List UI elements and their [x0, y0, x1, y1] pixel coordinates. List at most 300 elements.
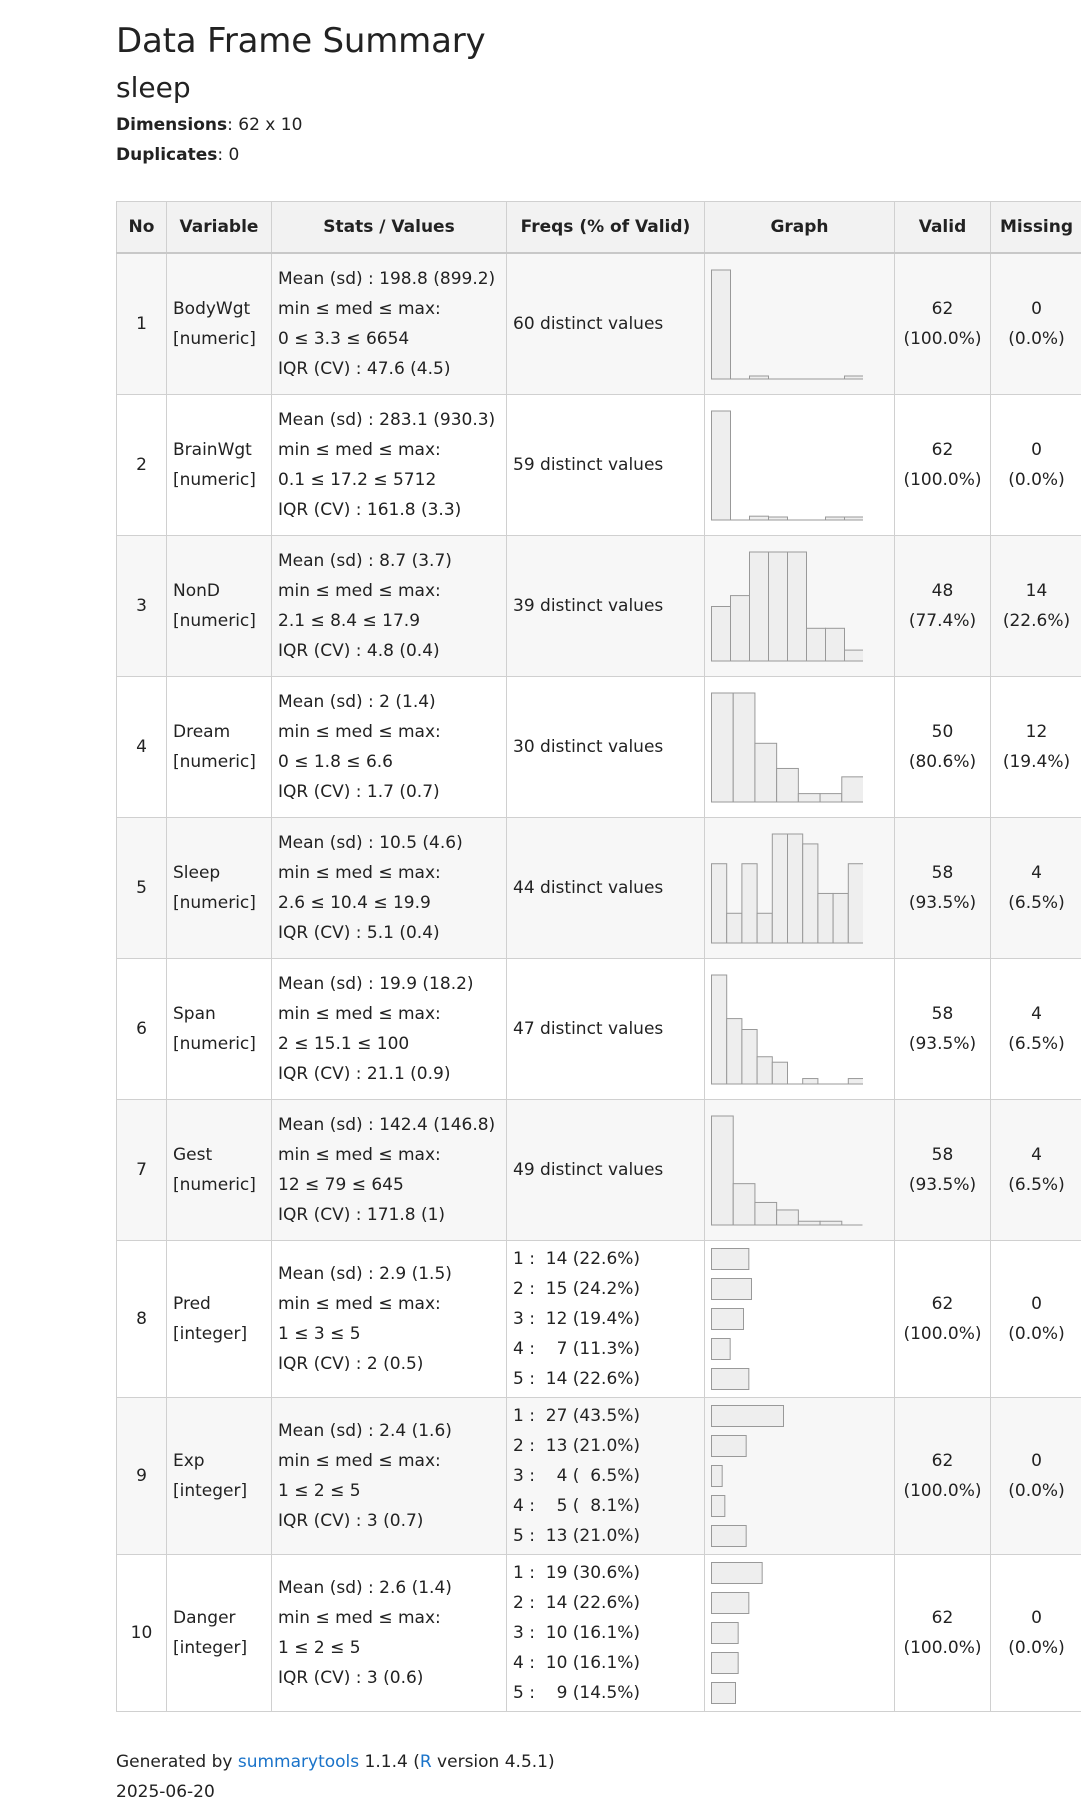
- histogram-bar: [777, 1209, 799, 1224]
- histogram-bar: [798, 793, 820, 801]
- variable-type: [numeric]: [173, 469, 256, 490]
- variable-name: Sleep: [173, 862, 221, 883]
- stats-cell: [272, 676, 507, 817]
- freq-bar: [712, 1495, 725, 1516]
- freq-line: 3 : 12 (19.4%): [513, 1308, 641, 1329]
- freq-line: 5 : 9 (14.5%): [513, 1682, 641, 1703]
- footer-date: 2025-06-20: [116, 1782, 215, 1802]
- missing-value: 4: [1031, 862, 1042, 883]
- freqs-cell: [507, 1397, 705, 1554]
- variable-type: [integer]: [173, 1637, 248, 1658]
- valid-cell: [895, 958, 991, 1099]
- missing-cell: [991, 676, 1081, 817]
- valid-value: (80.6%): [908, 751, 977, 772]
- variable-cell: [167, 817, 272, 958]
- freq-bar: [712, 1592, 749, 1613]
- histogram-bar: [798, 1221, 820, 1225]
- summary-table: [116, 201, 1081, 1712]
- variable-type: [numeric]: [173, 328, 256, 349]
- page-title: Data Frame Summary: [116, 21, 486, 61]
- graph-cell: [705, 535, 895, 676]
- table-row: [117, 1397, 1081, 1554]
- missing-value: 0: [1031, 1450, 1042, 1471]
- variable-name: BrainWgt: [173, 439, 252, 460]
- histogram-bar: [820, 793, 842, 801]
- valid-value: (77.4%): [908, 610, 977, 631]
- stats-line: IQR (CV) : 1.7 (0.7): [278, 781, 440, 802]
- freqs-cell: [507, 1099, 705, 1240]
- stats-cell: [272, 1397, 507, 1554]
- variable-type: [integer]: [173, 1480, 248, 1501]
- table-row: [117, 535, 1081, 676]
- footer: [116, 1747, 555, 1807]
- stats-line: IQR (CV) : 3 (0.6): [278, 1667, 424, 1688]
- histogram-bar: [788, 834, 803, 943]
- variable-cell: [167, 958, 272, 1099]
- histogram-bar: [712, 863, 727, 942]
- freq-line: 49 distinct values: [513, 1159, 664, 1180]
- valid-value: (100.0%): [903, 328, 982, 349]
- stats-cell: [272, 958, 507, 1099]
- freq-line: 60 distinct values: [513, 313, 664, 334]
- col-header-graph: Graph: [705, 202, 895, 254]
- missing-value: (0.0%): [1008, 328, 1065, 349]
- variable-cell: [167, 253, 272, 394]
- histogram-bar: [772, 1062, 787, 1084]
- histogram-bar: [755, 743, 777, 802]
- missing-value: (6.5%): [1008, 892, 1065, 913]
- row-number: 5: [117, 817, 167, 958]
- stats-line: 0 ≤ 1.8 ≤ 6.6: [278, 751, 393, 772]
- variable-name: BodyWgt: [173, 298, 251, 319]
- graph-cell: [705, 1397, 895, 1554]
- valid-cell: [895, 1240, 991, 1397]
- histogram-bar: [845, 376, 864, 379]
- row-number: 9: [117, 1397, 167, 1554]
- histogram-bar: [727, 913, 742, 943]
- freq-bar: [712, 1368, 749, 1389]
- stats-line: IQR (CV) : 161.8 (3.3): [278, 499, 462, 520]
- footer-generated-by: Generated by: [116, 1752, 238, 1772]
- freqs-cell: [507, 394, 705, 535]
- stats-cell: [272, 253, 507, 394]
- table-row: [117, 1554, 1081, 1711]
- histogram-bar: [755, 1202, 777, 1225]
- graph-cell: [705, 394, 895, 535]
- stats-line: 1 ≤ 2 ≤ 5: [278, 1480, 361, 1501]
- stats-line: IQR (CV) : 21.1 (0.9): [278, 1063, 451, 1084]
- variable-name: Span: [173, 1003, 216, 1024]
- freq-line: 4 : 5 ( 8.1%): [513, 1495, 641, 1516]
- missing-cell: [991, 1554, 1081, 1711]
- stats-line: Mean (sd) : 2.4 (1.6): [278, 1420, 452, 1441]
- variable-type: [numeric]: [173, 892, 256, 913]
- valid-value: (93.5%): [908, 1174, 977, 1195]
- freq-line: 47 distinct values: [513, 1018, 664, 1039]
- freq-line: 5 : 14 (22.6%): [513, 1368, 641, 1389]
- freq-line: 2 : 14 (22.6%): [513, 1592, 641, 1613]
- valid-value: 62: [931, 1293, 954, 1314]
- histogram: [711, 832, 863, 944]
- histogram-bar: [712, 975, 727, 1084]
- histogram: [711, 268, 863, 380]
- graph-cell: [705, 817, 895, 958]
- missing-cell: [991, 394, 1081, 535]
- stats-line: IQR (CV) : 4.8 (0.4): [278, 640, 440, 661]
- stats-line: 2.1 ≤ 8.4 ≤ 17.9: [278, 610, 421, 631]
- footer-generated-line: [116, 1747, 555, 1777]
- histogram-bar: [848, 863, 863, 942]
- stats-line: Mean (sd) : 10.5 (4.6): [278, 832, 463, 853]
- variable-cell: [167, 394, 272, 535]
- missing-value: (0.0%): [1008, 1480, 1065, 1501]
- variable-type: [numeric]: [173, 1033, 256, 1054]
- stats-line: IQR (CV) : 5.1 (0.4): [278, 922, 440, 943]
- histogram: [711, 550, 863, 662]
- table-row: [117, 253, 1081, 394]
- freq-bar: [712, 1682, 736, 1703]
- histogram-bar: [833, 893, 848, 943]
- histogram-bar: [733, 1183, 755, 1224]
- col-header-freqs: Freqs (% of Valid): [507, 202, 705, 254]
- variable-name: Gest: [173, 1144, 213, 1165]
- histogram-bar: [777, 768, 799, 802]
- freq-bar: [712, 1435, 747, 1456]
- histogram-bar: [742, 1029, 757, 1084]
- freq-bar: [712, 1562, 763, 1583]
- missing-value: 4: [1031, 1003, 1042, 1024]
- variable-cell: [167, 1554, 272, 1711]
- col-header-missing: Missing: [991, 202, 1081, 254]
- valid-value: (93.5%): [908, 1033, 977, 1054]
- stats-line: Mean (sd) : 2.6 (1.4): [278, 1577, 452, 1598]
- histogram-bar: [712, 1116, 734, 1225]
- histogram-bar: [733, 693, 755, 802]
- valid-value: 58: [931, 1144, 954, 1165]
- col-header-variable: Variable: [167, 202, 272, 254]
- dataset-name: sleep: [116, 71, 191, 104]
- missing-value: (0.0%): [1008, 1637, 1065, 1658]
- histogram-bar: [757, 1056, 772, 1083]
- histogram-bar: [772, 834, 787, 943]
- bar-chart: [711, 1244, 863, 1394]
- valid-cell: [895, 535, 991, 676]
- valid-cell: [895, 1099, 991, 1240]
- stats-line: 0.1 ≤ 17.2 ≤ 5712: [278, 469, 437, 490]
- histogram-bar: [727, 1018, 742, 1083]
- variable-type: [integer]: [173, 1323, 248, 1344]
- variable-name: Danger: [173, 1607, 236, 1628]
- histogram-bar: [712, 411, 731, 520]
- freqs-cell: [507, 535, 705, 676]
- freq-line: 4 : 10 (16.1%): [513, 1652, 641, 1673]
- stats-cell: [272, 1554, 507, 1711]
- freq-bar: [712, 1465, 723, 1486]
- stats-cell: [272, 394, 507, 535]
- stats-line: Mean (sd) : 8.7 (3.7): [278, 550, 452, 571]
- valid-value: 50: [931, 721, 954, 742]
- stats-cell: [272, 1240, 507, 1397]
- duplicates-label: Duplicates: [116, 145, 218, 165]
- stats-line: min ≤ med ≤ max:: [278, 1003, 441, 1024]
- valid-cell: [895, 253, 991, 394]
- histogram: [711, 973, 863, 1085]
- valid-value: 58: [931, 1003, 954, 1024]
- freq-bar: [712, 1405, 784, 1426]
- histogram-bar: [826, 517, 845, 520]
- missing-cell: [991, 1099, 1081, 1240]
- variable-cell: [167, 1397, 272, 1554]
- row-number: 4: [117, 676, 167, 817]
- stats-line: Mean (sd) : 142.4 (146.8): [278, 1114, 496, 1135]
- freq-line: 1 : 19 (30.6%): [513, 1562, 641, 1583]
- variable-name: Dream: [173, 721, 231, 742]
- freqs-cell: [507, 1240, 705, 1397]
- stats-line: min ≤ med ≤ max:: [278, 1144, 441, 1165]
- stats-line: min ≤ med ≤ max:: [278, 1293, 441, 1314]
- freq-bar: [712, 1652, 739, 1673]
- histogram-bar: [788, 552, 807, 661]
- stats-line: Mean (sd) : 283.1 (930.3): [278, 409, 496, 430]
- duplicates-value: : 0: [217, 145, 240, 165]
- valid-value: (100.0%): [903, 1323, 982, 1344]
- freq-bar: [712, 1338, 731, 1359]
- freq-line: 59 distinct values: [513, 454, 664, 475]
- freqs-cell: [507, 958, 705, 1099]
- histogram-bar: [731, 595, 750, 660]
- graph-cell: [705, 253, 895, 394]
- stats-line: min ≤ med ≤ max:: [278, 721, 441, 742]
- stats-cell: [272, 817, 507, 958]
- valid-cell: [895, 394, 991, 535]
- histogram-bar: [742, 863, 757, 942]
- stats-line: 1 ≤ 3 ≤ 5: [278, 1323, 361, 1344]
- histogram: [711, 409, 863, 521]
- summarytools-link[interactable]: summarytools: [237, 1752, 360, 1772]
- row-number: 3: [117, 535, 167, 676]
- histogram-bar: [818, 893, 833, 943]
- histogram: [711, 1114, 863, 1226]
- histogram-bar: [820, 1221, 842, 1225]
- stats-line: Mean (sd) : 2.9 (1.5): [278, 1263, 452, 1284]
- valid-value: 62: [931, 1607, 954, 1628]
- freqs-cell: [507, 253, 705, 394]
- freq-bar: [712, 1308, 744, 1329]
- stats-line: min ≤ med ≤ max:: [278, 1607, 441, 1628]
- table-row: [117, 1099, 1081, 1240]
- row-number: 6: [117, 958, 167, 1099]
- row-number: 8: [117, 1240, 167, 1397]
- variable-cell: [167, 1099, 272, 1240]
- variable-type: [numeric]: [173, 751, 256, 772]
- valid-cell: [895, 817, 991, 958]
- stats-line: Mean (sd) : 19.9 (18.2): [278, 973, 474, 994]
- histogram-bar: [769, 552, 788, 661]
- table-row: [117, 1240, 1081, 1397]
- valid-value: 62: [931, 1450, 954, 1471]
- stats-line: IQR (CV) : 47.6 (4.5): [278, 358, 451, 379]
- col-header-valid: Valid: [895, 202, 991, 254]
- histogram-bar: [848, 1078, 863, 1083]
- stats-line: Mean (sd) : 198.8 (899.2): [278, 268, 496, 289]
- freq-line: 4 : 7 (11.3%): [513, 1338, 641, 1359]
- variable-name: Exp: [173, 1450, 205, 1471]
- freq-line: 3 : 10 (16.1%): [513, 1622, 641, 1643]
- variable-cell: [167, 676, 272, 817]
- table-header-row: [117, 202, 1081, 254]
- variable-cell: [167, 535, 272, 676]
- freq-line: 5 : 13 (21.0%): [513, 1525, 641, 1546]
- stats-line: min ≤ med ≤ max:: [278, 580, 441, 601]
- histogram: [711, 691, 863, 803]
- histogram-bar: [750, 376, 769, 379]
- freq-line: 2 : 15 (24.2%): [513, 1278, 641, 1299]
- histogram-bar: [750, 552, 769, 661]
- stats-line: 1 ≤ 2 ≤ 5: [278, 1637, 361, 1658]
- freq-line: 1 : 27 (43.5%): [513, 1405, 641, 1426]
- histogram-bar: [712, 270, 731, 379]
- missing-cell: [991, 535, 1081, 676]
- missing-cell: [991, 958, 1081, 1099]
- stats-cell: [272, 535, 507, 676]
- stats-line: 12 ≤ 79 ≤ 645: [278, 1174, 404, 1195]
- freq-line: 3 : 4 ( 6.5%): [513, 1465, 641, 1486]
- graph-cell: [705, 1240, 895, 1397]
- missing-value: 14: [1025, 580, 1048, 601]
- row-number: 1: [117, 253, 167, 394]
- bar-chart: [711, 1401, 863, 1551]
- graph-cell: [705, 1554, 895, 1711]
- missing-cell: [991, 1240, 1081, 1397]
- row-number: 10: [117, 1554, 167, 1711]
- col-header-no: No: [117, 202, 167, 254]
- stats-line: min ≤ med ≤ max:: [278, 298, 441, 319]
- histogram-bar: [712, 606, 731, 661]
- r-link[interactable]: R: [419, 1752, 432, 1772]
- footer-r-version: version 4.5.1): [431, 1752, 555, 1772]
- valid-cell: [895, 1554, 991, 1711]
- row-number: 7: [117, 1099, 167, 1240]
- missing-value: (22.6%): [1002, 610, 1071, 631]
- report: [116, 16, 1081, 1802]
- histogram-bar: [757, 913, 772, 943]
- missing-cell: [991, 817, 1081, 958]
- stats-line: 2.6 ≤ 10.4 ≤ 19.9: [278, 892, 431, 913]
- freq-bar: [712, 1278, 752, 1299]
- stats-line: IQR (CV) : 171.8 (1): [278, 1204, 446, 1225]
- missing-value: 12: [1025, 721, 1048, 742]
- freq-bar: [712, 1248, 749, 1269]
- freqs-cell: [507, 676, 705, 817]
- variable-type: [numeric]: [173, 1174, 256, 1195]
- histogram-bar: [769, 517, 788, 520]
- graph-cell: [705, 958, 895, 1099]
- col-header-stats: Stats / Values: [272, 202, 507, 254]
- stats-line: IQR (CV) : 3 (0.7): [278, 1510, 424, 1531]
- stats-line: min ≤ med ≤ max:: [278, 862, 441, 883]
- missing-value: (0.0%): [1008, 1323, 1065, 1344]
- variable-type: [numeric]: [173, 610, 256, 631]
- stats-line: 0 ≤ 3.3 ≤ 6654: [278, 328, 410, 349]
- variable-cell: [167, 1240, 272, 1397]
- freqs-cell: [507, 817, 705, 958]
- table-row: [117, 817, 1081, 958]
- missing-value: (0.0%): [1008, 469, 1065, 490]
- dimensions-line: [116, 110, 1081, 140]
- table-body: [117, 253, 1081, 1711]
- histogram-bar: [845, 517, 864, 520]
- missing-value: 0: [1031, 298, 1042, 319]
- valid-value: (100.0%): [903, 1480, 982, 1501]
- freq-line: 30 distinct values: [513, 736, 664, 757]
- valid-value: 62: [931, 439, 954, 460]
- variable-name: NonD: [173, 580, 220, 601]
- stats-line: IQR (CV) : 2 (0.5): [278, 1353, 424, 1374]
- histogram-bar: [803, 1078, 818, 1083]
- valid-value: (100.0%): [903, 469, 982, 490]
- variable-name: Pred: [173, 1293, 211, 1314]
- missing-value: 4: [1031, 1144, 1042, 1165]
- missing-cell: [991, 1397, 1081, 1554]
- histogram-bar: [807, 628, 826, 661]
- table-row: [117, 394, 1081, 535]
- stats-line: Mean (sd) : 2 (1.4): [278, 691, 436, 712]
- valid-value: (93.5%): [908, 892, 977, 913]
- valid-value: 48: [931, 580, 954, 601]
- missing-cell: [991, 253, 1081, 394]
- missing-value: (6.5%): [1008, 1033, 1065, 1054]
- missing-value: 0: [1031, 1293, 1042, 1314]
- histogram-bar: [803, 843, 818, 942]
- stats-cell: [272, 1099, 507, 1240]
- missing-value: 0: [1031, 439, 1042, 460]
- freqs-cell: [507, 1554, 705, 1711]
- freq-line: 2 : 13 (21.0%): [513, 1435, 641, 1456]
- missing-value: (19.4%): [1002, 751, 1071, 772]
- graph-cell: [705, 676, 895, 817]
- valid-value: 58: [931, 862, 954, 883]
- valid-cell: [895, 1397, 991, 1554]
- graph-cell: [705, 1099, 895, 1240]
- table-row: [117, 676, 1081, 817]
- valid-cell: [895, 676, 991, 817]
- histogram-bar: [712, 693, 734, 802]
- freq-bar: [712, 1622, 739, 1643]
- histogram-bar: [842, 776, 863, 801]
- missing-value: (6.5%): [1008, 1174, 1065, 1195]
- table-row: [117, 958, 1081, 1099]
- histogram-bar: [750, 516, 769, 520]
- bar-chart: [711, 1558, 863, 1708]
- histogram-bar: [826, 628, 845, 661]
- footer-pkg-version: 1.1.4 (: [359, 1752, 420, 1772]
- stats-line: min ≤ med ≤ max:: [278, 439, 441, 460]
- row-number: 2: [117, 394, 167, 535]
- dimensions-label: Dimensions: [116, 115, 228, 135]
- dimensions-value: : 62 x 10: [227, 115, 303, 135]
- stats-line: 2 ≤ 15.1 ≤ 100: [278, 1033, 410, 1054]
- freq-line: 1 : 14 (22.6%): [513, 1248, 641, 1269]
- freq-bar: [712, 1525, 747, 1546]
- freq-line: 39 distinct values: [513, 595, 664, 616]
- freq-line: 44 distinct values: [513, 877, 664, 898]
- duplicates-line: [116, 140, 1081, 170]
- histogram-bar: [845, 650, 864, 661]
- valid-value: (100.0%): [903, 1637, 982, 1658]
- valid-value: 62: [931, 298, 954, 319]
- missing-value: 0: [1031, 1607, 1042, 1628]
- stats-line: min ≤ med ≤ max:: [278, 1450, 441, 1471]
